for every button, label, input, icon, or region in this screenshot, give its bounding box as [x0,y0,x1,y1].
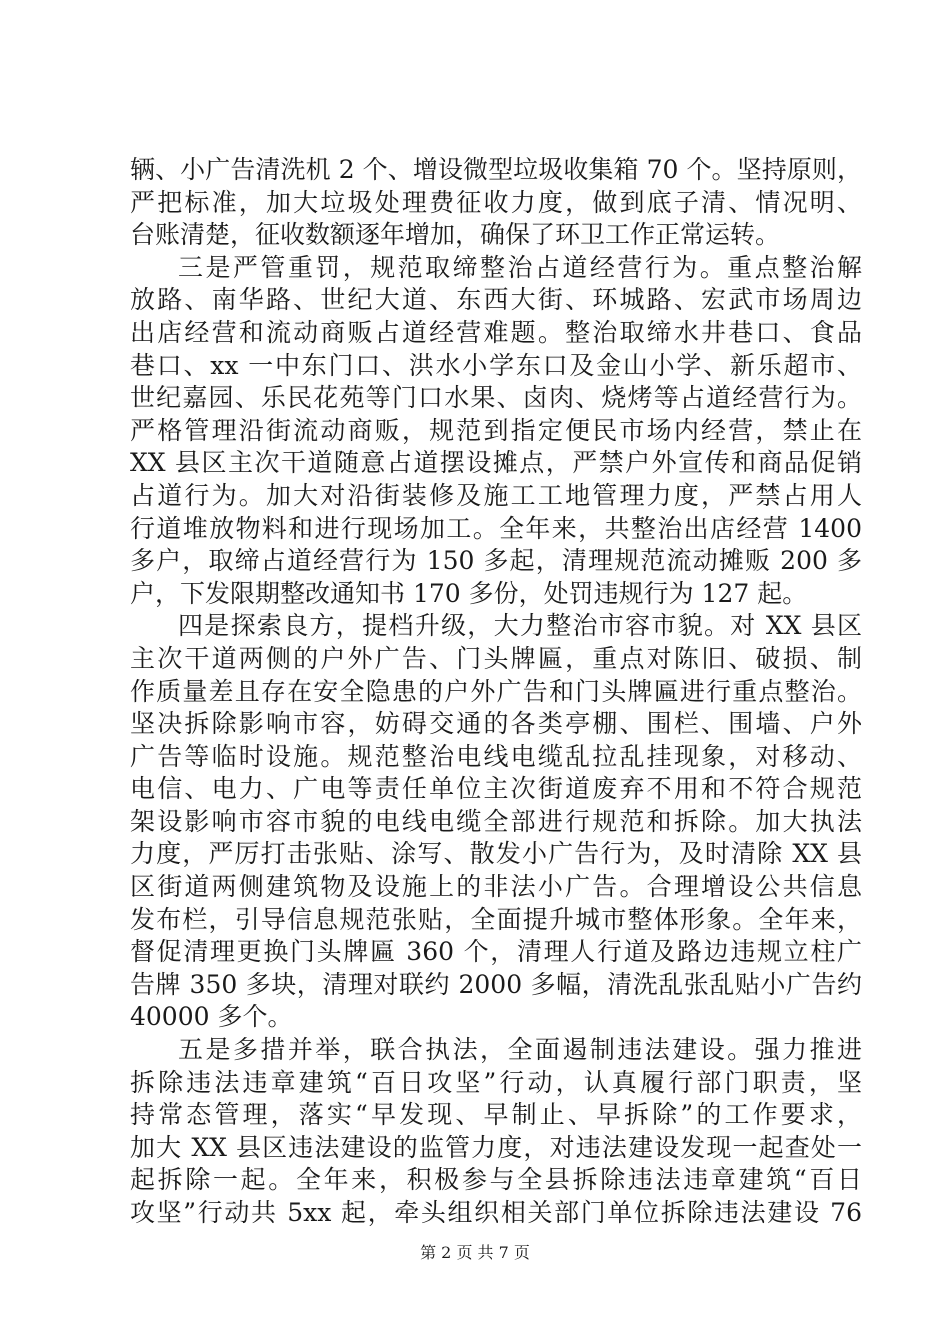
text-line: 五是多措并举，联合执法，全面遏制违法建设。强力推进 [178,1035,862,1065]
text-line: 辆、小广告清洗机 2 个、增设微型垃圾收集箱 70 个。坚持原则， [130,155,862,184]
text-line: 广告等临时设施。规范整治电线电缆乱拉乱挂现象，对移动、 [130,741,862,771]
text-line: 严格管理沿街流动商贩，规范到指定便民市场内经营，禁止在 [130,415,862,445]
text-line: 出店经营和流动商贩占道经营难题。整治取缔水井巷口、食品 [130,317,862,347]
text-line: 加大 XX 县区违法建设的监管力度，对违法建设发现一起查处一 [130,1132,862,1162]
text-line: 持常态管理，落实“早发现、早制止、早拆除”的工作要求， [130,1100,862,1130]
page-number-footer: 第 2 页 共 7 页 [420,1243,530,1262]
text-line: 电信、电力、广电等责任单位主次街道废弃不用和不符合规范 [130,774,862,804]
text-line: 架设影响市容市貌的电线电缆全部进行规范和拆除。加大执法 [130,806,862,836]
text-line: 放路、南华路、世纪大道、东西大街、环城路、宏武市场周边 [130,285,862,315]
text-line: 40000 多个。 [130,1002,293,1032]
text-line: 行道堆放物料和进行现场加工。全年来，共整治出店经营 1400 [130,513,862,543]
text-line: 发布栏，引导信息规范张贴，全面提升城市整体形象。全年来， [130,904,862,934]
text-line: 世纪嘉园、乐民花苑等门口水果、卤肉、烧烤等占道经营行为。 [130,383,862,413]
text-line: 占道行为。加大对沿街装修及施工工地管理力度，严禁占用人 [130,480,862,510]
text-line: XX 县区主次干道随意占道摆设摊点，严禁户外宣传和商品促销 [130,448,862,478]
text-line: 台账清楚，征收数额逐年增加，确保了环卫工作正常运转。 [130,220,781,250]
text-line: 多户，取缔占道经营行为 150 多起，清理规范流动摊贩 200 多 [130,546,862,576]
paragraph-city-appearance [130,610,862,1034]
text-line: 起拆除一起。全年来，积极参与全县拆除违法违章建筑“百日 [130,1165,862,1195]
text-line: 区街道两侧建筑物及设施上的非法小广告。合理增设公共信息 [130,872,862,902]
text-line: 严把标准，加大垃圾处理费征收力度，做到底子清、情况明、 [130,187,862,217]
text-line: 巷口、xx 一中东门口、洪水小学东口及金山小学、新乐超市、 [130,350,862,380]
paragraph-environment-sanitation [130,154,862,252]
text-line: 拆除违法违章建筑“百日攻坚”行动，认真履行部门职责，坚 [130,1067,862,1097]
text-line: 作质量差且存在安全隐患的户外广告和门头牌匾进行重点整治。 [130,676,862,706]
document-body [130,154,862,1230]
text-line: 力度，严厉打击张贴、涂写、散发小广告行为，及时清除 XX 县 [130,839,862,869]
text-line: 三是严管重罚，规范取缔整治占道经营行为。重点整治解 [178,252,862,282]
text-line: 户，下发限期整改通知书 170 多份，处罚违规行为 127 起。 [130,578,808,608]
paragraph-road-occupation [130,252,862,611]
text-line: 告牌 350 多块，清理对联约 2000 多幅，清洗乱张乱贴小广告约 [130,969,862,999]
paragraph-illegal-construction [130,1034,862,1230]
text-line: 主次干道两侧的户外广告、门头牌匾，重点对陈旧、破损、制 [130,643,862,673]
text-line: 坚决拆除影响市容，妨碍交通的各类亭棚、围栏、围墙、户外 [130,709,862,739]
text-line: 攻坚”行动共 5xx 起，牵头组织相关部门单位拆除违法建设 76 [130,1198,862,1227]
text-line: 四是探索良方，提档升级，大力整治市容市貌。对 XX 县区 [178,611,862,641]
text-line: 督促清理更换门头牌匾 360 个，清理人行道及路边违规立柱广 [130,937,862,967]
